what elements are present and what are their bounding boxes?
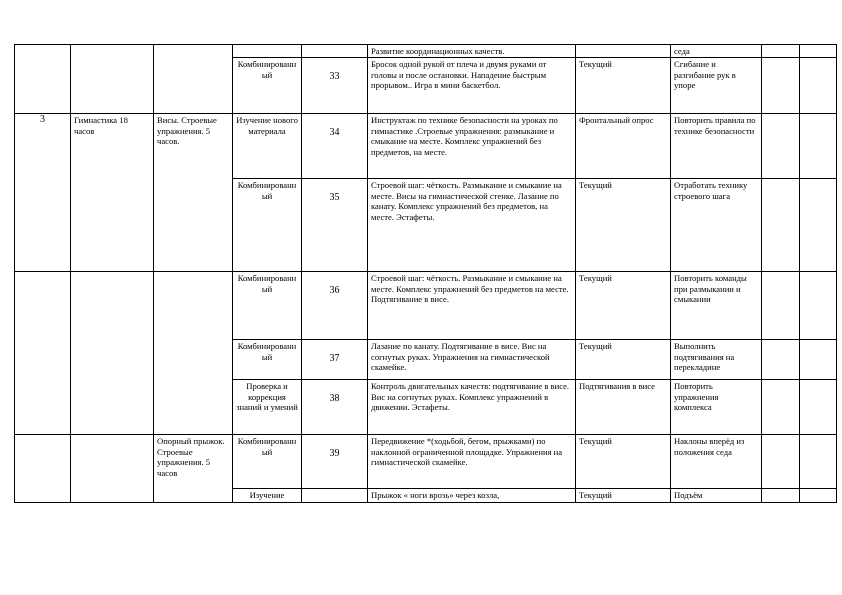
cell-homework: Повторить упражнения комплекса xyxy=(671,380,762,435)
table-row xyxy=(15,114,837,179)
cell-extra-1 xyxy=(762,340,800,380)
cell-homework: Наклоны вперёд из положения седа xyxy=(671,435,762,489)
cell-lesson-type: Комбинированный xyxy=(233,179,302,272)
cell-content: Строевой шаг: чёткость. Размыкание и смыкание на месте. Комплекс упражнений без предметов на месте. Подтягивание в висе. xyxy=(368,272,576,340)
cell-section: Гимнастика 18 часов xyxy=(71,114,154,272)
cell-lesson-no: 3 xyxy=(15,114,71,272)
cell-number: 36 xyxy=(302,272,368,340)
cell-homework: Выполнить подтягивания на перекладине xyxy=(671,340,762,380)
cell-topic xyxy=(154,45,233,114)
cell-extra-2 xyxy=(800,114,837,179)
cell-extra-1 xyxy=(762,380,800,435)
cell-number: 37 xyxy=(302,340,368,380)
cell-extra-2 xyxy=(800,435,837,489)
cell-homework: Повторить правила по технике безопасности xyxy=(671,114,762,179)
cell-number: 33 xyxy=(302,58,368,114)
cell-lesson-no xyxy=(15,45,71,114)
cell-extra-2 xyxy=(800,179,837,272)
cell-extra-2 xyxy=(800,45,837,58)
cell-control: Фронтальный опрос xyxy=(576,114,671,179)
cell-topic xyxy=(154,272,233,435)
cell-lesson-type: Комбинированный xyxy=(233,435,302,489)
cell-control: Текущий xyxy=(576,340,671,380)
cell-extra-2 xyxy=(800,380,837,435)
cell-homework: седа xyxy=(671,45,762,58)
cell-number xyxy=(302,45,368,58)
cell-extra-1 xyxy=(762,272,800,340)
cell-section xyxy=(71,272,154,435)
cell-control: Текущий xyxy=(576,489,671,502)
cell-control: Текущий xyxy=(576,272,671,340)
cell-homework: Повторить команды при размыкании и смыкании xyxy=(671,272,762,340)
cell-homework: Сгибание и разгибание рук в упоре xyxy=(671,58,762,114)
cell-lesson-type: Изучение xyxy=(233,489,302,502)
cell-homework: Отработать технику строевого шага xyxy=(671,179,762,272)
cell-extra-1 xyxy=(762,45,800,58)
cell-number xyxy=(302,489,368,502)
cell-control: Текущий xyxy=(576,179,671,272)
cell-content: Контроль двигательных качеств: подтягивание в висе. Вис на согнутых руках. Комплекс упражнений в движении. Эстафеты. xyxy=(368,380,576,435)
cell-section xyxy=(71,45,154,114)
cell-lesson-no xyxy=(15,272,71,435)
cell-control xyxy=(576,45,671,58)
table-row xyxy=(15,435,837,489)
cell-control: Текущий xyxy=(576,435,671,489)
cell-content: Бросок одной рукой от плеча и двумя руками от головы и после остановки. Нападение быстрым прорывом.. Игра в мини баскетбол. xyxy=(368,58,576,114)
cell-extra-1 xyxy=(762,58,800,114)
cell-extra-1 xyxy=(762,114,800,179)
cell-content: Лазание по канату. Подтягивание в висе. Вис на согнутых руках. Упражнения на гимнастической скамейке. xyxy=(368,340,576,380)
cell-lesson-type: Комбинированный xyxy=(233,272,302,340)
cell-content: Передвижение *(ходьбой, бегом, прыжками) по наклонной ограниченной площадке. Упражнения на гимнастической скамейке. xyxy=(368,435,576,489)
cell-section xyxy=(71,435,154,502)
cell-extra-1 xyxy=(762,489,800,502)
cell-extra-2 xyxy=(800,272,837,340)
cell-number: 39 xyxy=(302,435,368,489)
cell-topic: Висы. Строевые упражнения. 5 часов. xyxy=(154,114,233,272)
table-row xyxy=(15,272,837,340)
cell-homework: Подъём xyxy=(671,489,762,502)
cell-control: Текущий xyxy=(576,58,671,114)
cell-topic: Опорный прыжок. Строевые упражнения. 5 часов xyxy=(154,435,233,502)
cell-number: 38 xyxy=(302,380,368,435)
cell-extra-1 xyxy=(762,435,800,489)
cell-lesson-type: Комбинированный xyxy=(233,340,302,380)
cell-lesson-type: Изучение нового материала xyxy=(233,114,302,179)
cell-extra-2 xyxy=(800,489,837,502)
cell-number: 34 xyxy=(302,114,368,179)
cell-number: 35 xyxy=(302,179,368,272)
cell-extra-2 xyxy=(800,340,837,380)
cell-content: Прыжок « ноги врозь» через козла, xyxy=(368,489,576,502)
cell-content: Строевой шаг: чёткость. Размыкание и смыкание на месте. Висы на гимнастической стенке. Лазание по канату. Комплекс упражнений без предметов, на месте. Эстафеты. xyxy=(368,179,576,272)
table-row xyxy=(15,45,837,58)
cell-control: Подтягивания в висе xyxy=(576,380,671,435)
cell-content: Развитие координационных качеств. xyxy=(368,45,576,58)
cell-extra-1 xyxy=(762,179,800,272)
lesson-plan-table xyxy=(14,44,837,503)
cell-content: Инструктаж по технике безопасности на уроках по гимнастике .Строевые упражнения: размыкание и смыкание на месте. Комплекс упражнений без предметов, на месте. xyxy=(368,114,576,179)
cell-extra-2 xyxy=(800,58,837,114)
cell-lesson-type xyxy=(233,45,302,58)
cell-lesson-type: Проверка и коррекция знаний и умений xyxy=(233,380,302,435)
cell-lesson-no xyxy=(15,435,71,502)
cell-lesson-type: Комбинированный xyxy=(233,58,302,114)
